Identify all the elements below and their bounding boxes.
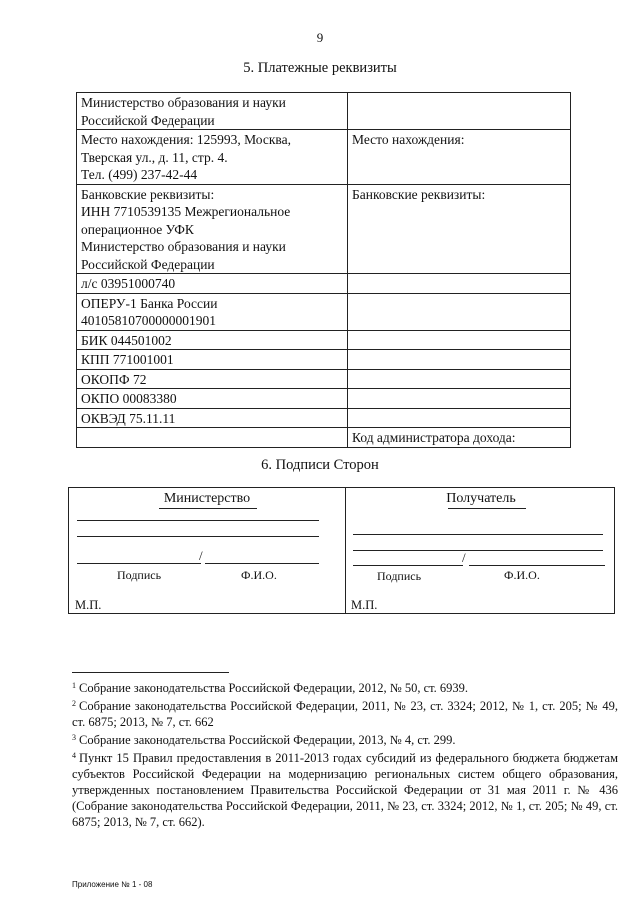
recipient-signature-label: Подпись xyxy=(377,569,422,583)
recipient-stamp-label: М.П. xyxy=(351,598,378,612)
details-line: ОКОПФ 72 xyxy=(81,371,147,387)
details-row xyxy=(77,389,571,409)
details-line: КПП 771001001 xyxy=(81,352,174,367)
details-line: 40105810700000001901 xyxy=(81,313,216,328)
footnote-separator xyxy=(72,672,229,673)
details-row xyxy=(77,369,571,389)
ministry-details-cell xyxy=(77,350,348,370)
appendix-label: Приложение № 1 - 08 xyxy=(72,880,153,889)
details-row xyxy=(77,184,571,274)
payment-details-table xyxy=(76,92,571,448)
recipient-details-cell xyxy=(348,330,571,350)
details-line: л/с 03951000740 xyxy=(81,276,176,291)
ministry-details-cell xyxy=(77,184,348,274)
ministry-stamp-label: М.П. xyxy=(75,598,102,612)
recipient-signature-field xyxy=(353,565,463,566)
footnote-text: Собрание законодательства Российской Федерации, 2013, № 4, ст. 299. xyxy=(79,733,456,747)
recipient-details-cell xyxy=(348,428,571,448)
ministry-details-cell xyxy=(77,369,348,389)
footnote xyxy=(72,678,618,696)
signatures-block xyxy=(68,487,615,614)
recipient-details-cell xyxy=(348,369,571,389)
page-number: 9 xyxy=(316,30,324,45)
details-row xyxy=(77,350,571,370)
ministry-details-cell xyxy=(77,330,348,350)
footnote xyxy=(72,696,618,730)
ministry-name-label: Ф.И.О. xyxy=(241,568,277,582)
recipient-header-underline xyxy=(448,508,526,509)
recipient-details-cell xyxy=(348,389,571,409)
ministry-header-underline xyxy=(159,508,257,509)
ministry-header: Министерство xyxy=(163,491,251,506)
details-row xyxy=(77,428,571,448)
ministry-signature-field xyxy=(77,563,201,564)
details-line: Министерство образования и науки xyxy=(81,95,286,110)
details-line: ИНН 7710539135 Межрегиональное xyxy=(81,204,291,219)
recipient-details-cell xyxy=(348,274,571,294)
details-line: Российской Федерации xyxy=(81,256,215,272)
details-line: операционное УФК xyxy=(81,221,194,237)
footnote-number: 2 xyxy=(72,699,76,708)
footnote-number: 4 xyxy=(72,751,76,760)
ministry-signature-label: Подпись xyxy=(117,568,162,582)
ministry-details-cell xyxy=(77,274,348,294)
footnote xyxy=(72,748,618,830)
recipient-details-cell xyxy=(348,350,571,370)
details-line: Место нахождения: 125993, Москва, xyxy=(81,132,291,147)
recipient-header: Получатель xyxy=(446,491,516,506)
ministry-signature-line-2 xyxy=(77,536,319,537)
details-row xyxy=(77,130,571,185)
footnote-text: Пункт 15 Правил предоставления в 2011-2013 годах субсидий из федерального бюджета бюджетам субъектов Российской Федерации на модернизацию региональных систем общего образования, утвержденных постановлением Правительства Российской Федерации от 31 мая 2011 г. № 436 (Собрание законодательства Российской Федерации, 2011, № 23, ст. 3324; 2012, № 1, ст. 205; № 49, ст. 6875; 2013, № 7, ст. 662). xyxy=(72,751,618,829)
details-row xyxy=(77,93,571,130)
details-line: Тел. (499) 237-42-44 xyxy=(81,167,198,182)
details-line: Банковские реквизиты: xyxy=(352,186,486,202)
details-line: ОКВЭД 75.11.11 xyxy=(81,410,176,426)
details-line: БИК 044501002 xyxy=(81,332,172,348)
details-line: Министерство образования и науки xyxy=(81,239,286,254)
ministry-details-cell xyxy=(77,408,348,428)
details-line: ОКПО 00083380 xyxy=(81,391,177,406)
section-6-title: 6. Подписи Сторон xyxy=(261,457,379,473)
recipient-details-cell xyxy=(348,408,571,428)
ministry-details-cell xyxy=(77,130,348,185)
details-row xyxy=(77,274,571,294)
details-line: Тверская ул., д. 11, стр. 4. xyxy=(81,149,228,165)
recipient-name-label: Ф.И.О. xyxy=(504,568,540,582)
ministry-details-cell xyxy=(77,389,348,409)
details-row xyxy=(77,293,571,330)
details-row xyxy=(77,408,571,428)
details-line: Российской Федерации xyxy=(81,112,215,128)
details-line: Код администратора дохода: xyxy=(352,430,516,445)
details-line: ОПЕРУ-1 Банка России xyxy=(81,295,218,311)
ministry-details-cell xyxy=(77,93,348,130)
footnote-number: 1 xyxy=(72,681,76,690)
details-row xyxy=(77,330,571,350)
recipient-name-field xyxy=(469,565,605,566)
recipient-signature-line-2 xyxy=(353,550,603,551)
ministry-slash: / xyxy=(199,548,203,563)
ministry-details-cell xyxy=(77,293,348,330)
recipient-details-cell xyxy=(348,184,571,274)
footnote-text: Собрание законодательства Российской Федерации, 2012, № 50, ст. 6939. xyxy=(79,681,469,695)
ministry-name-field xyxy=(205,563,319,564)
recipient-signature-line-1 xyxy=(353,534,603,535)
recipient-details-cell xyxy=(348,130,571,185)
section-5-title: 5. Платежные реквизиты xyxy=(243,60,397,76)
footnote-number: 3 xyxy=(72,733,76,742)
footnotes xyxy=(72,678,618,830)
recipient-details-cell xyxy=(348,93,571,130)
recipient-details-cell xyxy=(348,293,571,330)
details-line: Место нахождения: xyxy=(352,132,465,147)
footnote-text: Собрание законодательства Российской Федерации, 2011, № 23, ст. 3324; 2012, № 1, ст. 205; № 49, ст. 6875; 2013, № 7, ст. 662 xyxy=(72,699,618,729)
recipient-slash: / xyxy=(462,550,466,565)
footnote xyxy=(72,730,618,748)
ministry-details-cell xyxy=(77,428,348,448)
ministry-signature-line-1 xyxy=(77,520,319,521)
details-line: Банковские реквизиты: xyxy=(81,186,215,202)
